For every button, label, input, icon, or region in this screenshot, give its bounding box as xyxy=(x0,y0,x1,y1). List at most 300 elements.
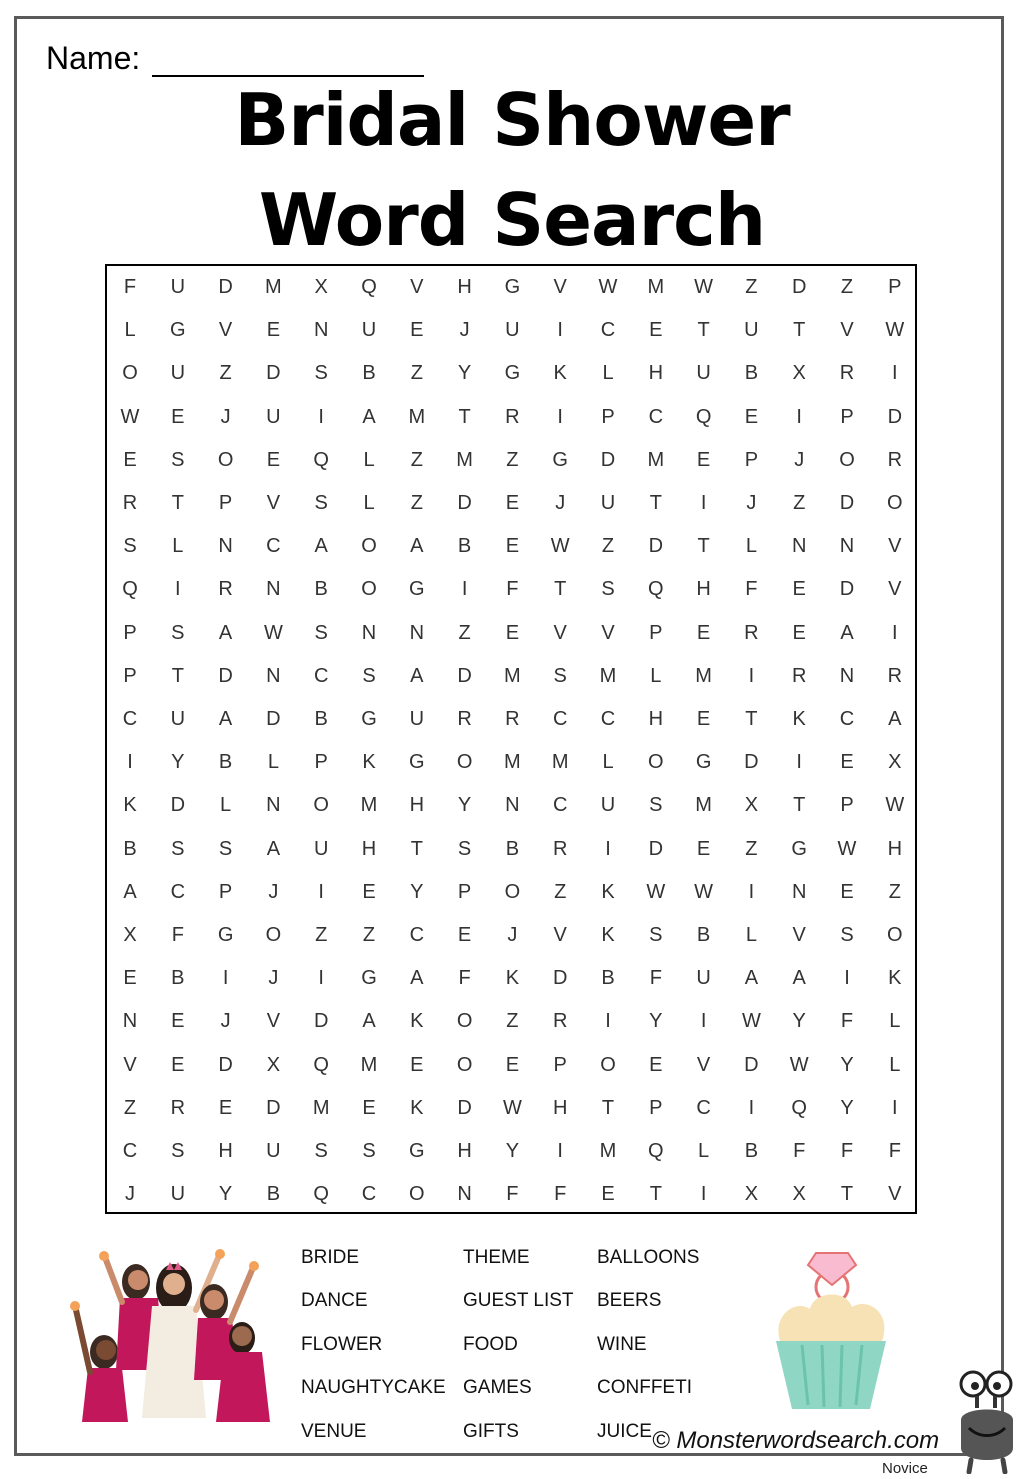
grid-letter[interactable]: U xyxy=(744,319,759,342)
grid-letter[interactable]: P xyxy=(218,880,233,903)
grid-letter[interactable]: Q xyxy=(361,276,377,298)
grid-letter[interactable]: L xyxy=(745,924,757,946)
grid-letter[interactable]: B xyxy=(744,362,759,385)
grid-letter[interactable]: O xyxy=(409,1183,425,1206)
grid-letter[interactable]: R xyxy=(552,1010,568,1033)
grid-letter[interactable]: F xyxy=(888,1140,901,1162)
grid-letter[interactable]: P xyxy=(601,405,615,428)
grid-letter[interactable]: I xyxy=(127,751,133,774)
grid-letter[interactable]: M xyxy=(599,1140,617,1162)
grid-letter[interactable]: I xyxy=(318,405,324,428)
grid-letter[interactable]: A xyxy=(314,535,328,558)
grid-letter[interactable]: X xyxy=(792,362,806,385)
grid-letter[interactable]: V xyxy=(218,319,233,342)
grid-letter[interactable]: W xyxy=(120,405,140,428)
grid-letter[interactable]: T xyxy=(793,794,806,817)
grid-letter[interactable]: U xyxy=(170,276,186,298)
grid-letter[interactable]: D xyxy=(457,1096,472,1119)
grid-letter[interactable]: P xyxy=(123,621,137,644)
grid-letter[interactable]: I xyxy=(748,1096,755,1119)
grid-letter[interactable]: M xyxy=(312,1096,330,1119)
grid-letter[interactable]: Q xyxy=(313,448,329,471)
grid-letter[interactable]: V xyxy=(553,276,567,298)
grid-letter[interactable]: Y xyxy=(649,1010,663,1033)
grid-letter[interactable]: E xyxy=(362,1096,376,1119)
grid-letter[interactable]: W xyxy=(502,1096,522,1119)
grid-letter[interactable]: Z xyxy=(410,362,423,385)
grid-letter[interactable]: Q xyxy=(648,578,664,601)
grid-letter[interactable]: I xyxy=(175,578,181,601)
grid-letter[interactable]: O xyxy=(361,535,377,558)
grid-letter[interactable]: R xyxy=(505,708,520,730)
grid-letter[interactable]: Z xyxy=(219,362,232,385)
grid-letter[interactable]: T xyxy=(410,837,423,860)
grid-letter[interactable]: V xyxy=(266,492,281,514)
grid-letter[interactable]: Z xyxy=(793,492,806,514)
grid-letter[interactable]: Z xyxy=(888,880,901,903)
grid-letter[interactable]: I xyxy=(796,751,802,774)
grid-letter[interactable]: S xyxy=(457,837,472,860)
grid-letter[interactable]: D xyxy=(218,664,233,687)
grid-letter[interactable]: D xyxy=(744,751,759,774)
grid-letter[interactable]: I xyxy=(605,1010,611,1033)
grid-letter[interactable]: X xyxy=(314,276,328,298)
grid-letter[interactable]: G xyxy=(409,751,425,774)
grid-letter[interactable]: I xyxy=(461,578,468,601)
grid-letter[interactable]: E xyxy=(601,1183,615,1206)
grid-letter[interactable]: N xyxy=(457,1183,472,1206)
grid-letter[interactable]: G xyxy=(695,751,712,774)
grid-letter[interactable]: F xyxy=(649,967,662,990)
grid-letter[interactable]: S xyxy=(314,362,328,385)
grid-letter[interactable]: P xyxy=(457,880,472,903)
grid-letter[interactable]: G xyxy=(361,708,377,730)
grid-letter[interactable]: K xyxy=(505,967,520,990)
grid-letter[interactable]: U xyxy=(505,319,520,342)
grid-letter[interactable]: W xyxy=(646,880,666,903)
grid-letter[interactable]: E xyxy=(696,708,711,730)
grid-letter[interactable]: S xyxy=(362,1140,376,1162)
grid-letter[interactable]: C xyxy=(552,708,568,730)
grid-letter[interactable]: L xyxy=(602,751,614,774)
grid-letter[interactable]: T xyxy=(793,319,806,342)
grid-letter[interactable]: N xyxy=(409,621,425,644)
grid-letter[interactable]: A xyxy=(362,405,376,428)
grid-letter[interactable]: C xyxy=(839,708,855,730)
grid-letter[interactable]: D xyxy=(839,578,855,601)
grid-letter[interactable]: Q xyxy=(695,405,712,428)
grid-letter[interactable]: P xyxy=(123,664,137,687)
grid-letter[interactable]: G xyxy=(217,924,234,946)
grid-letter[interactable]: U xyxy=(170,708,186,730)
grid-letter[interactable]: S xyxy=(314,492,328,514)
grid-letter[interactable]: D xyxy=(218,1053,233,1076)
grid-letter[interactable]: A xyxy=(792,967,806,990)
grid-letter[interactable]: C xyxy=(266,535,281,558)
grid-letter[interactable]: Z xyxy=(123,1096,137,1119)
grid-letter[interactable]: L xyxy=(172,535,184,558)
grid-letter[interactable]: Q xyxy=(122,578,138,601)
grid-letter[interactable]: L xyxy=(650,664,662,687)
grid-letter[interactable]: R xyxy=(457,708,472,730)
grid-letter[interactable]: U xyxy=(170,362,186,385)
grid-letter[interactable]: E xyxy=(696,448,711,471)
grid-letter[interactable]: I xyxy=(844,967,850,990)
grid-letter[interactable]: L xyxy=(220,794,232,817)
grid-letter[interactable]: G xyxy=(504,362,521,385)
grid-letter[interactable]: S xyxy=(601,578,615,601)
grid-letter[interactable]: E xyxy=(218,1096,233,1119)
grid-letter[interactable]: D xyxy=(266,708,281,730)
grid-letter[interactable]: B xyxy=(123,837,137,860)
grid-letter[interactable]: P xyxy=(840,405,854,428)
grid-letter[interactable]: J xyxy=(220,405,231,428)
grid-letter[interactable]: I xyxy=(700,1183,707,1206)
grid-letter[interactable]: K xyxy=(601,924,615,946)
grid-letter[interactable]: U xyxy=(266,405,281,428)
grid-letter[interactable]: S xyxy=(171,448,185,471)
grid-letter[interactable]: N xyxy=(266,664,281,687)
grid-letter[interactable]: G xyxy=(409,578,425,601)
grid-letter[interactable]: E xyxy=(266,319,281,342)
grid-letter[interactable]: Z xyxy=(601,535,615,558)
grid-letter[interactable]: C xyxy=(696,1096,711,1119)
grid-letter[interactable]: C xyxy=(313,664,329,687)
grid-letter[interactable]: I xyxy=(892,1096,898,1119)
grid-letter[interactable]: D xyxy=(600,448,616,471)
grid-letter[interactable]: S xyxy=(553,664,567,687)
grid-letter[interactable]: S xyxy=(123,535,137,558)
grid-letter[interactable]: N xyxy=(839,664,855,687)
grid-letter[interactable]: R xyxy=(505,405,520,428)
grid-letter[interactable]: M xyxy=(551,751,569,774)
grid-letter[interactable]: Z xyxy=(410,492,423,514)
grid-letter[interactable]: B xyxy=(266,1183,281,1206)
grid-letter[interactable]: R xyxy=(791,664,807,687)
grid-letter[interactable]: L xyxy=(745,535,757,558)
grid-letter[interactable]: J xyxy=(125,1183,135,1206)
grid-letter[interactable]: J xyxy=(459,319,470,342)
grid-letter[interactable]: E xyxy=(792,578,806,601)
grid-letter[interactable]: F xyxy=(554,1183,567,1206)
grid-letter[interactable]: W xyxy=(837,837,857,860)
grid-letter[interactable]: N xyxy=(839,535,855,558)
grid-letter[interactable]: M xyxy=(695,664,712,687)
grid-letter[interactable]: P xyxy=(314,751,328,774)
grid-letter[interactable]: N xyxy=(791,880,807,903)
grid-letter[interactable]: S xyxy=(649,924,663,946)
grid-letter[interactable]: Y xyxy=(457,794,472,817)
grid-letter[interactable]: S xyxy=(218,837,233,860)
grid-letter[interactable]: X xyxy=(792,1183,806,1206)
grid-letter[interactable]: E xyxy=(171,1053,185,1076)
grid-letter[interactable]: V xyxy=(601,621,615,644)
grid-letter[interactable]: V xyxy=(840,319,854,342)
grid-letter[interactable]: D xyxy=(266,1096,281,1119)
grid-letter[interactable]: O xyxy=(217,448,234,471)
grid-letter[interactable]: S xyxy=(171,837,185,860)
grid-letter[interactable]: R xyxy=(218,578,233,601)
grid-letter[interactable]: R xyxy=(887,664,903,687)
grid-letter[interactable]: R xyxy=(839,362,855,385)
grid-letter[interactable]: H xyxy=(887,837,903,860)
grid-letter[interactable]: E xyxy=(457,924,472,946)
grid-letter[interactable]: O xyxy=(504,880,521,903)
grid-letter[interactable]: Y xyxy=(171,751,185,774)
grid-letter[interactable]: E xyxy=(792,621,806,644)
grid-letter[interactable]: M xyxy=(504,664,521,687)
grid-letter[interactable]: T xyxy=(697,319,710,342)
grid-letter[interactable]: A xyxy=(266,837,281,860)
grid-letter[interactable]: R xyxy=(744,621,759,644)
grid-letter[interactable]: J xyxy=(507,924,518,946)
grid-letter[interactable]: Z xyxy=(745,837,758,860)
grid-letter[interactable]: T xyxy=(649,1183,662,1206)
grid-letter[interactable]: H xyxy=(409,794,425,817)
name-input-line[interactable] xyxy=(152,41,424,77)
grid-letter[interactable]: J xyxy=(746,492,757,514)
grid-letter[interactable]: M xyxy=(647,276,665,298)
grid-letter[interactable]: R xyxy=(122,492,138,514)
grid-letter[interactable]: G xyxy=(552,448,568,471)
grid-letter[interactable]: T xyxy=(458,405,471,428)
grid-letter[interactable]: G xyxy=(504,276,521,298)
grid-letter[interactable]: C xyxy=(170,880,186,903)
grid-letter[interactable]: U xyxy=(170,1183,186,1206)
grid-letter[interactable]: C xyxy=(648,405,664,428)
grid-letter[interactable]: K xyxy=(123,794,137,817)
grid-letter[interactable]: D xyxy=(648,837,664,860)
grid-letter[interactable]: F xyxy=(171,924,184,946)
grid-letter[interactable]: N xyxy=(218,535,233,558)
grid-letter[interactable]: Y xyxy=(505,1140,520,1162)
grid-letter[interactable]: W xyxy=(694,276,714,298)
grid-letter[interactable]: V xyxy=(888,578,902,601)
grid-letter[interactable]: E xyxy=(505,1053,520,1076)
grid-letter[interactable]: V xyxy=(792,924,806,946)
grid-letter[interactable]: M xyxy=(456,448,473,471)
grid-letter[interactable]: Z xyxy=(506,1010,519,1033)
grid-letter[interactable]: D xyxy=(887,405,903,428)
grid-letter[interactable]: Z xyxy=(410,448,423,471)
grid-letter[interactable]: G xyxy=(791,837,807,860)
grid-letter[interactable]: Z xyxy=(458,621,471,644)
grid-letter[interactable]: B xyxy=(314,708,328,730)
grid-letter[interactable]: D xyxy=(218,276,233,298)
grid-letter[interactable]: B xyxy=(362,362,376,385)
grid-letter[interactable]: T xyxy=(745,708,758,730)
grid-letter[interactable]: M xyxy=(695,794,712,817)
grid-letter[interactable]: I xyxy=(318,967,324,990)
grid-letter[interactable]: Y xyxy=(410,880,424,903)
grid-letter[interactable]: Y xyxy=(792,1010,806,1033)
grid-letter[interactable]: Z xyxy=(554,880,567,903)
grid-letter[interactable]: E xyxy=(649,1053,663,1076)
grid-letter[interactable]: M xyxy=(599,664,617,687)
grid-letter[interactable]: G xyxy=(409,1140,425,1162)
grid-letter[interactable]: F xyxy=(840,1140,854,1162)
grid-letter[interactable]: R xyxy=(170,1096,186,1119)
grid-letter[interactable]: E xyxy=(410,319,424,342)
grid-letter[interactable]: H xyxy=(457,276,472,298)
grid-letter[interactable]: B xyxy=(314,578,328,601)
grid-letter[interactable]: J xyxy=(268,880,279,903)
grid-letter[interactable]: I xyxy=(557,1140,563,1162)
grid-letter[interactable]: D xyxy=(744,1053,759,1076)
grid-letter[interactable]: K xyxy=(553,362,567,385)
grid-letter[interactable]: O xyxy=(265,924,282,946)
grid-letter[interactable]: K xyxy=(362,751,376,774)
grid-letter[interactable]: O xyxy=(361,578,377,601)
grid-letter[interactable]: V xyxy=(553,621,567,644)
grid-letter[interactable]: E xyxy=(171,405,185,428)
grid-letter[interactable]: F xyxy=(793,1140,806,1162)
grid-letter[interactable]: A xyxy=(410,967,424,990)
grid-letter[interactable]: N xyxy=(122,1010,138,1033)
grid-letter[interactable]: O xyxy=(456,1010,473,1033)
grid-letter[interactable]: R xyxy=(887,448,903,471)
grid-letter[interactable]: M xyxy=(408,405,426,428)
grid-letter[interactable]: H xyxy=(218,1140,233,1162)
grid-letter[interactable]: J xyxy=(220,1010,231,1033)
grid-letter[interactable]: H xyxy=(457,1140,472,1162)
grid-letter[interactable]: Q xyxy=(313,1183,329,1206)
grid-letter[interactable]: E xyxy=(123,967,137,990)
grid-letter[interactable]: K xyxy=(410,1010,424,1033)
grid-letter[interactable]: S xyxy=(314,621,328,644)
grid-letter[interactable]: V xyxy=(888,535,902,558)
grid-letter[interactable]: I xyxy=(700,1010,707,1033)
grid-letter[interactable]: I xyxy=(892,362,898,385)
grid-letter[interactable]: D xyxy=(552,967,568,990)
grid-letter[interactable]: U xyxy=(600,794,616,817)
grid-letter[interactable]: S xyxy=(314,1140,328,1162)
grid-letter[interactable]: X xyxy=(123,924,137,946)
grid-letter[interactable]: N xyxy=(266,794,281,817)
grid-letter[interactable]: D xyxy=(839,492,855,514)
grid-letter[interactable]: E xyxy=(696,837,711,860)
grid-letter[interactable]: P xyxy=(888,276,902,298)
grid-letter[interactable]: C xyxy=(600,708,616,730)
grid-letter[interactable]: X xyxy=(888,751,902,774)
grid-letter[interactable]: Z xyxy=(506,448,519,471)
grid-letter[interactable]: S xyxy=(362,664,376,687)
grid-letter[interactable]: U xyxy=(600,492,616,514)
grid-letter[interactable]: P xyxy=(649,1096,663,1119)
grid-letter[interactable]: B xyxy=(744,1140,759,1162)
grid-letter[interactable]: H xyxy=(648,362,664,385)
grid-letter[interactable]: Y xyxy=(840,1096,854,1119)
grid-letter[interactable]: A xyxy=(410,535,424,558)
grid-letter[interactable]: Z xyxy=(840,276,854,298)
grid-letter[interactable]: C xyxy=(122,1140,138,1162)
grid-letter[interactable]: V xyxy=(553,924,567,946)
grid-letter[interactable]: T xyxy=(554,578,567,601)
grid-letter[interactable]: H xyxy=(552,1096,568,1119)
grid-letter[interactable]: L xyxy=(363,448,375,471)
grid-letter[interactable]: E xyxy=(840,751,854,774)
grid-letter[interactable]: C xyxy=(361,1183,377,1206)
grid-letter[interactable]: U xyxy=(696,362,711,385)
grid-letter[interactable]: O xyxy=(122,362,138,385)
grid-letter[interactable]: T xyxy=(171,664,184,687)
grid-letter[interactable]: O xyxy=(887,492,903,514)
grid-letter[interactable]: V xyxy=(266,1010,281,1033)
grid-letter[interactable]: A xyxy=(218,708,233,730)
grid-letter[interactable]: F xyxy=(458,967,471,990)
grid-letter[interactable]: M xyxy=(360,794,378,817)
grid-letter[interactable]: I xyxy=(557,405,563,428)
grid-letter[interactable]: I xyxy=(700,492,707,514)
grid-letter[interactable]: A xyxy=(410,664,424,687)
grid-letter[interactable]: E xyxy=(171,1010,185,1033)
grid-letter[interactable]: Y xyxy=(218,1183,233,1206)
grid-letter[interactable]: O xyxy=(600,1053,616,1076)
grid-letter[interactable]: D xyxy=(648,535,664,558)
grid-letter[interactable]: Z xyxy=(315,924,328,946)
grid-letter[interactable]: C xyxy=(409,924,425,946)
grid-letter[interactable]: Y xyxy=(457,362,472,385)
grid-letter[interactable]: E xyxy=(505,621,520,644)
grid-letter[interactable]: L xyxy=(698,1140,710,1162)
grid-letter[interactable]: N xyxy=(361,621,377,644)
grid-letter[interactable]: D xyxy=(170,794,186,817)
grid-letter[interactable]: D xyxy=(457,492,472,514)
grid-letter[interactable]: L xyxy=(602,362,614,385)
grid-letter[interactable]: V xyxy=(888,1183,902,1206)
grid-letter[interactable]: O xyxy=(648,751,664,774)
grid-letter[interactable]: N xyxy=(266,578,281,601)
grid-letter[interactable]: A xyxy=(888,708,902,730)
grid-letter[interactable]: Z xyxy=(745,276,758,298)
grid-letter[interactable]: F xyxy=(506,578,519,601)
grid-letter[interactable]: Z xyxy=(362,924,376,946)
grid-letter[interactable]: W xyxy=(741,1010,761,1033)
grid-letter[interactable]: I xyxy=(605,837,611,860)
grid-letter[interactable]: P xyxy=(744,448,759,471)
grid-letter[interactable]: B xyxy=(171,967,185,990)
grid-letter[interactable]: G xyxy=(361,967,377,990)
grid-letter[interactable]: W xyxy=(550,535,570,558)
grid-letter[interactable]: E xyxy=(505,535,520,558)
grid-letter[interactable]: M xyxy=(360,1053,378,1076)
grid-letter[interactable]: B xyxy=(218,751,233,774)
grid-letter[interactable]: I xyxy=(748,664,755,687)
grid-letter[interactable]: W xyxy=(263,621,283,644)
grid-letter[interactable]: E xyxy=(266,448,281,471)
grid-letter[interactable]: M xyxy=(504,751,521,774)
grid-letter[interactable]: B xyxy=(696,924,711,946)
grid-letter[interactable]: W xyxy=(885,794,905,817)
grid-letter[interactable]: J xyxy=(794,448,805,471)
grid-letter[interactable]: D xyxy=(791,276,807,298)
grid-letter[interactable]: W xyxy=(885,319,905,342)
grid-letter[interactable]: P xyxy=(649,621,663,644)
grid-letter[interactable]: B xyxy=(505,837,520,860)
grid-letter[interactable]: T xyxy=(601,1096,615,1119)
grid-letter[interactable]: O xyxy=(456,751,473,774)
grid-letter[interactable]: I xyxy=(318,880,324,903)
grid-letter[interactable]: N xyxy=(505,794,520,817)
grid-letter[interactable]: I xyxy=(748,880,755,903)
grid-letter[interactable]: T xyxy=(171,492,184,514)
grid-letter[interactable]: N xyxy=(791,535,807,558)
grid-letter[interactable]: C xyxy=(600,319,616,342)
grid-letter[interactable]: A xyxy=(744,967,759,990)
grid-letter[interactable]: T xyxy=(697,535,710,558)
grid-letter[interactable]: L xyxy=(363,492,375,514)
grid-letter[interactable]: E xyxy=(649,319,663,342)
